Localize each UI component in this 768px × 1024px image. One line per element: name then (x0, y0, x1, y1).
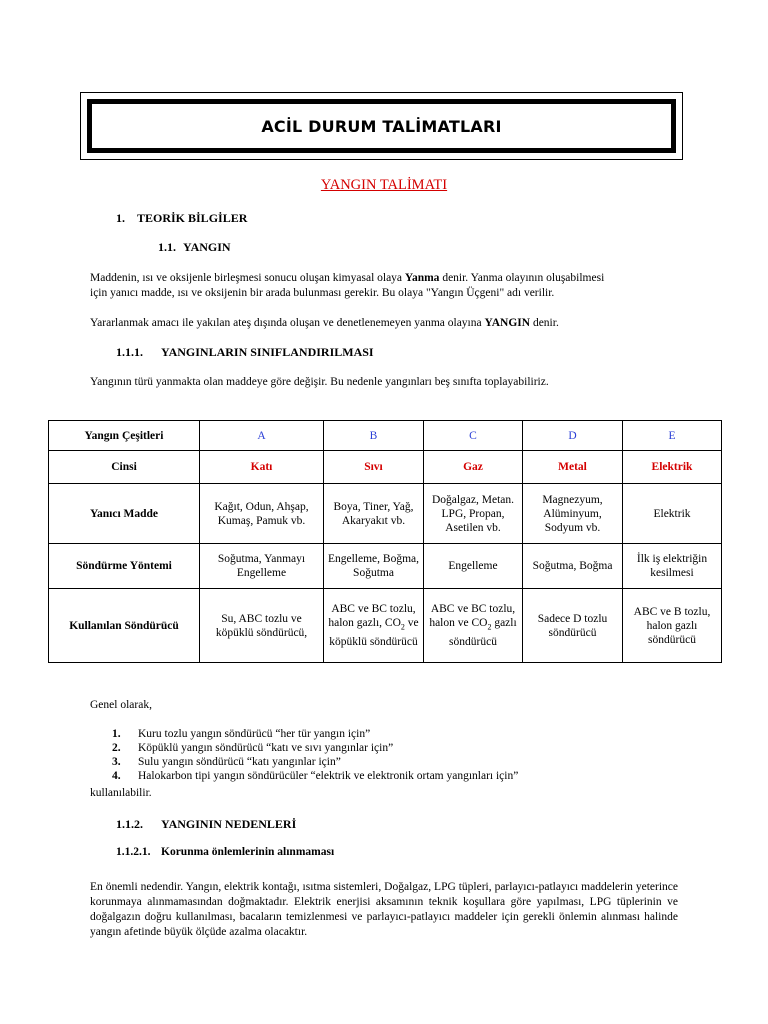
paragraph-yanma (90, 271, 604, 301)
text: denir. Yanma olayının oluşabilmesi (439, 272, 605, 284)
heading-number: 1.1.2. (116, 817, 143, 831)
heading-label: Korunma önlemlerinin alınmaması (161, 846, 335, 858)
bold-term: Yanma (404, 272, 440, 284)
list-number: 3. (112, 756, 121, 768)
cell-value: Boya, Tiner, Yağ, Akaryakıt vb. (324, 484, 424, 544)
heading-number: 1. (116, 211, 125, 225)
table-row-header (49, 421, 722, 451)
paragraph-nedenler: En önemli nedendir. Yangın, elektrik kontağı, ısıtma sistemleri, Doğalgaz, LPG tüpleri, parlayıcı-patlayıcı maddelerin yeterince korunmaya alınmamasından doğmaktadır. Elektrik enerjisi aksamının teknik koşullara göre yapılması, LPG tüplerinin ve doğalgazın doğru kullanılması, bacaların temizlenmesi ve parlayıcı-patlayıcı maddeler için gerekli önlemin alınması halinde yangın afetinde büyük ölçüde azalma olacaktır. (90, 881, 678, 938)
list-text: Sulu yangın söndürücü “katı yangınlar için” (138, 756, 341, 768)
heading-label: YANGININ NEDENLERİ (161, 817, 297, 831)
paragraph-siniflar: Yangının türü yanmakta olan maddeye göre değişir. Bu nedenle yangınları beş sınıfta toplayabiliriz. (90, 376, 549, 388)
heading-number: 1.1.1. (116, 345, 143, 359)
heading-yangin-nedenleri (116, 817, 296, 832)
cell-value: Soğutma, Yanmayı Engelleme (200, 544, 324, 589)
list-item (112, 755, 518, 769)
paragraph-kullanilabilir: kullanılabilir. (90, 787, 152, 799)
text: için yanıcı madde, ısı ve oksijenin bir arada bulunması gerekir. Bu olaya "Yangın Üçgeni" adı verilir. (90, 287, 555, 299)
paragraph-genel: Genel olarak, (90, 699, 152, 711)
cell-value: Sadece D tozlu söndürücü (523, 589, 623, 663)
text: gazlı söndürücü (449, 617, 517, 648)
text: denir. (530, 317, 559, 329)
cell-value: Gaz (424, 451, 523, 484)
table-row-yanici-madde (49, 484, 722, 544)
cell-label: Yangın Çeşitleri (49, 421, 200, 451)
heading-number: 1.1. (158, 240, 176, 254)
cell-value (424, 589, 523, 663)
cell-value: Magnezyum, Alüminyum, Sodyum vb. (523, 484, 623, 544)
text: ABC ve BC tozlu, halon ve CO (429, 603, 516, 630)
title-box (80, 92, 683, 160)
document-title: ACİL DURUM TALİMATLARI (261, 116, 502, 136)
list-number: 2. (112, 742, 121, 754)
heading-label: TEORİK BİLGİLER (137, 211, 248, 225)
list-item (112, 769, 518, 783)
cell-value: İlk iş elektriğin kesilmesi (623, 544, 722, 589)
text: Maddenin, ısı ve oksijenle birleşmesi sonucu oluşan kimyasal olaya (90, 272, 405, 284)
cell-value: Kağıt, Odun, Ahşap, Kumaş, Pamuk vb. (200, 484, 324, 544)
heading-number: 1.1.2.1. (116, 846, 151, 858)
cell-value (324, 589, 424, 663)
cell-value: Elektrik (623, 484, 722, 544)
fire-classes-table (48, 420, 722, 663)
cell-value: Soğutma, Boğma (523, 544, 623, 589)
subscript: 2 (487, 622, 492, 632)
heading-yangin (158, 240, 231, 255)
list-text: Halokarbon tipi yangın söndürücüler “elektrik ve elektronik ortam yangınları için” (138, 770, 519, 782)
paragraph-yangin-def (90, 316, 559, 331)
table-row-cinsi (49, 451, 722, 484)
title-frame (87, 99, 676, 153)
cell-value: Katı (200, 451, 324, 484)
cell-label: Kullanılan Söndürücü (49, 589, 200, 663)
list-number: 1. (112, 728, 121, 740)
text: ve köpüklü söndürücü (329, 617, 419, 648)
cell-class-a: A (200, 421, 324, 451)
text: Yararlanmak amacı ile yakılan ateş dışında oluşan ve denetlenemeyen yanma olayına (90, 317, 485, 329)
cell-value: Su, ABC tozlu ve köpüklü söndürücü, (200, 589, 324, 663)
heading-label: YANGIN (183, 240, 231, 254)
cell-class-d: D (523, 421, 623, 451)
bold-term: YANGIN (484, 317, 531, 329)
heading-teorik-bilgiler (116, 211, 247, 226)
cell-label: Söndürme Yöntemi (49, 544, 200, 589)
extinguisher-list (112, 727, 518, 783)
heading-label: YANGINLARIN SINIFLANDIRILMASI (161, 345, 374, 359)
cell-value: Sıvı (324, 451, 424, 484)
list-text: Kuru tozlu yangın söndürücü “her tür yangın için” (138, 728, 371, 740)
subscript: 2 (400, 622, 405, 632)
cell-value: Engelleme (424, 544, 523, 589)
cell-value: Engelleme, Boğma, Soğutma (324, 544, 424, 589)
list-item (112, 727, 518, 741)
cell-value: Elektrik (623, 451, 722, 484)
cell-class-c: C (424, 421, 523, 451)
cell-class-e: E (623, 421, 722, 451)
heading-korunma-onlemleri (116, 846, 334, 858)
list-number: 4. (112, 770, 121, 782)
cell-class-b: B (324, 421, 424, 451)
cell-label: Yanıcı Madde (49, 484, 200, 544)
cell-value: Doğalgaz, Metan. LPG, Propan, Asetilen vb. (424, 484, 523, 544)
list-item (112, 741, 518, 755)
text: ABC ve BC tozlu, halon gazlı, CO (328, 603, 416, 630)
cell-value: ABC ve B tozlu, halon gazlı söndürücü (623, 589, 722, 663)
heading-siniflandirma (116, 345, 374, 360)
section-title-yangin-talimati: YANGIN TALİMATI (320, 177, 448, 193)
table-row-sondurme-yontemi (49, 544, 722, 589)
cell-label: Cinsi (49, 451, 200, 484)
list-text: Köpüklü yangın söndürücü “katı ve sıvı yangınlar için” (138, 742, 394, 754)
table-row-kullanilan-sondurucu (49, 589, 722, 663)
cell-value: Metal (523, 451, 623, 484)
